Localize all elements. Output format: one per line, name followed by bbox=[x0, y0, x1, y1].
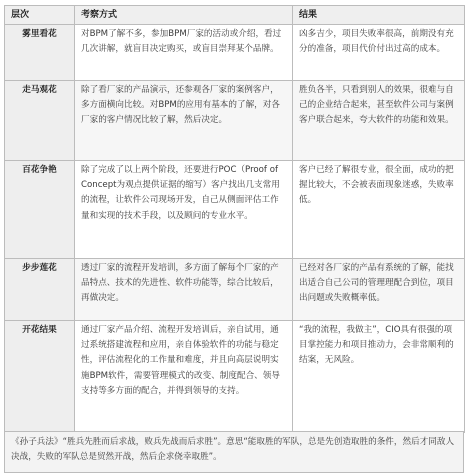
row-method: 对BPM了解不多，参加BPM厂家的活动或介绍，看过几次讲解，就盲目决定购买，或盲目崇拜某个品牌。 bbox=[75, 25, 293, 81]
row-level: 开花结果 bbox=[5, 321, 75, 433]
row-level: 雾里看花 bbox=[5, 25, 75, 81]
row-result: 客户已经了解很专业，很全面，成功的把握比较大，不会被表面现象迷惑，失败率低。 bbox=[293, 161, 465, 259]
row-result: 凶多吉少，项目失败率很高，前期没有充分的准备，项目代价付出过高的成本。 bbox=[293, 25, 465, 81]
row-level: 步步莲花 bbox=[5, 259, 75, 321]
header-result: 结果 bbox=[293, 6, 465, 25]
row-result: 已经对各厂家的产品有系统的了解，能找出适合自己公司的管理理配合到位，项目出问题或失败概率低。 bbox=[293, 259, 465, 321]
comparison-table bbox=[4, 5, 465, 433]
table-row bbox=[5, 161, 465, 259]
table-header-row bbox=[5, 6, 465, 25]
footnote-quote: 《孙子兵法》“胜兵先胜而后求战，败兵先战而后求胜”。意思“能取胜的军队，总是先创造取胜的条件，然后才同敌人决战，失败的军队总是贸然开战，然后企求侥幸取胜”。 bbox=[4, 431, 464, 473]
row-level: 百花争艳 bbox=[5, 161, 75, 259]
header-method: 考察方式 bbox=[75, 6, 293, 25]
table-row bbox=[5, 81, 465, 161]
table-row bbox=[5, 259, 465, 321]
row-method: 通过厂家产品介绍、流程开发培训后，亲自试用，通过系统搭建流程和应用，亲自体验软件的功能与稳定性，评估流程化的工作量和难度，并且向高层说明实施BPM软件，需要管理模式的改变、制度配合、领导支持等多方面的配合，并得到领导的支持。 bbox=[75, 321, 293, 433]
row-method: 除了看厂家的产品演示，还参观各厂家的案例客户，多方面横向比较。对BPM的应用有基本的了解，对各厂家的客户情况比较了解，然后决定。 bbox=[75, 81, 293, 161]
header-level: 层次 bbox=[5, 6, 75, 25]
table-row bbox=[5, 321, 465, 433]
row-result: “我的流程，我做主”，CIO具有很强的项目掌控能力和项目推动力，会非常顺利的结案，无风险。 bbox=[293, 321, 465, 433]
row-method: 透过厂家的流程开发培训，多方面了解每个厂家的产品特点、技术的先进性、软件功能等，综合比较后，再做决定。 bbox=[75, 259, 293, 321]
table-row bbox=[5, 25, 465, 81]
row-level: 走马观花 bbox=[5, 81, 75, 161]
row-method: 除了完成了以上两个阶段，还要进行POC（Proof of Concept为观点提供证据的缩写）客户找出几支常用的流程，让软件公司现场开发，自己从侧面评估工作量和实现的技术手段，以及顾问的专业水平。 bbox=[75, 161, 293, 259]
row-result: 胜负各半，只看到别人的效果，很难与自己的企业结合起来，甚至软件公司与案例客户联合起来，夸大软件的功能和效果。 bbox=[293, 81, 465, 161]
